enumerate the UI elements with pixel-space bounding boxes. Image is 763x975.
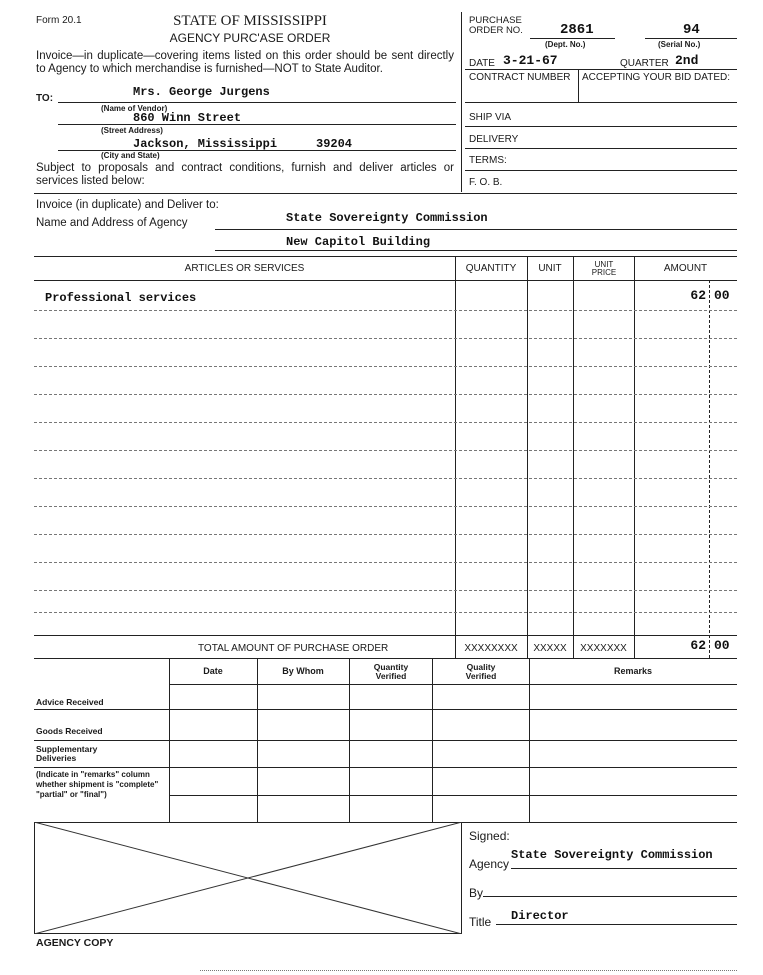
- total-unit-price-xs: XXXXXXX: [580, 643, 627, 654]
- item-dollars: 62: [690, 288, 706, 303]
- po-date: 3-21-67: [503, 53, 558, 68]
- ship-via-label: SHIP VIA: [469, 112, 512, 123]
- col-quantity-header: QUANTITY: [465, 263, 517, 274]
- total-unit-xs: XXXXX: [533, 643, 567, 654]
- title-value: Director: [511, 909, 569, 923]
- agency-copy-label: AGENCY COPY: [36, 937, 114, 949]
- row-goods-received: Goods Received: [36, 726, 103, 736]
- vendor-name-label: (Name of Vendor): [101, 104, 168, 113]
- signature-agency-value: State Sovereignty Commission: [511, 848, 713, 862]
- delivery-label: DELIVERY: [469, 134, 519, 145]
- row-advice-received: Advice Received: [36, 697, 104, 707]
- vendor-name: Mrs. George Jurgens: [133, 85, 270, 99]
- agency-address: New Capitol Building: [286, 235, 431, 249]
- signature-agency-label: Agency: [469, 857, 510, 871]
- col-by-whom-header: By Whom: [282, 666, 324, 676]
- vendor-city: Jackson, Mississippi: [133, 137, 278, 151]
- col-remarks-header: Remarks: [613, 666, 653, 676]
- vendor-city-label: (City and State): [101, 151, 160, 160]
- vendor-street-label: (Street Address): [101, 126, 163, 135]
- date-label: DATE: [469, 58, 495, 69]
- total-cents: 00: [714, 638, 730, 653]
- dept-label: (Dept. No.): [545, 40, 586, 49]
- signed-label: Signed:: [469, 829, 510, 843]
- quarter-value: 2nd: [675, 53, 699, 68]
- agency-name-address-label: Name and Address of Agency: [36, 217, 188, 229]
- to-label: TO:: [36, 93, 54, 104]
- form-title: AGENCY PURC'ASE ORDER: [169, 31, 331, 45]
- item-article: Professional services: [45, 291, 197, 305]
- title-label: Title: [469, 915, 492, 929]
- dept-number: 2861: [560, 22, 594, 38]
- vendor-zip: 39204: [316, 137, 353, 151]
- table-row: [34, 288, 737, 308]
- state-title: STATE OF MISSISSIPPI: [173, 13, 327, 29]
- crossed-out-box: [34, 822, 462, 934]
- serial-label: (Serial No.): [658, 40, 701, 49]
- col-unit-header: UNIT: [538, 263, 562, 274]
- fob-label: F. O. B.: [469, 177, 503, 188]
- invoice-note: Invoice—in duplicate—covering items listed on this order should be sent directly to Agency to which merchandise is furnished—NOT to State Auditor.: [36, 50, 454, 75]
- total-dollars: 62: [690, 638, 706, 653]
- invoice-deliver-label: Invoice (in duplicate) and Deliver to:: [36, 199, 219, 211]
- row-supplementary-deliveries: Supplementary Deliveries: [36, 744, 98, 763]
- col-unit-price-header: UNIT PRICE: [591, 260, 617, 277]
- by-label: By: [469, 886, 484, 900]
- terms-label: TERMS:: [469, 155, 507, 166]
- col-quality-verified-header: Quality Verified: [465, 662, 497, 681]
- quarter-label: QUARTER: [620, 58, 669, 69]
- total-quantity-xs: XXXXXXXX: [464, 643, 518, 654]
- col-articles-header: ARTICLES OR SERVICES: [184, 263, 305, 274]
- col-quantity-verified-header: Quantity Verified: [373, 662, 409, 681]
- subject-note: Subject to proposals and contract conditions, furnish and deliver articles or services listed below:: [36, 162, 454, 187]
- col-amount-header: AMOUNT: [663, 263, 708, 274]
- serial-number: 94: [683, 22, 700, 38]
- po-label: PURCHASE ORDER NO.: [469, 15, 523, 36]
- row-shipment-note: (Indicate in "remarks" column whether shipment is "complete" "partial" or "final"): [36, 770, 159, 799]
- vendor-street: 860 Winn Street: [133, 111, 242, 125]
- form-number: Form 20.1: [36, 15, 82, 26]
- total-label: TOTAL AMOUNT OF PURCHASE ORDER: [198, 643, 389, 654]
- item-cents: 00: [714, 288, 730, 303]
- agency-name: State Sovereignty Commission: [286, 211, 488, 225]
- col-date-header: Date: [203, 666, 223, 676]
- contract-number-label: CONTRACT NUMBER: [469, 72, 571, 83]
- accepting-bid-label: ACCEPTING YOUR BID DATED:: [582, 72, 730, 83]
